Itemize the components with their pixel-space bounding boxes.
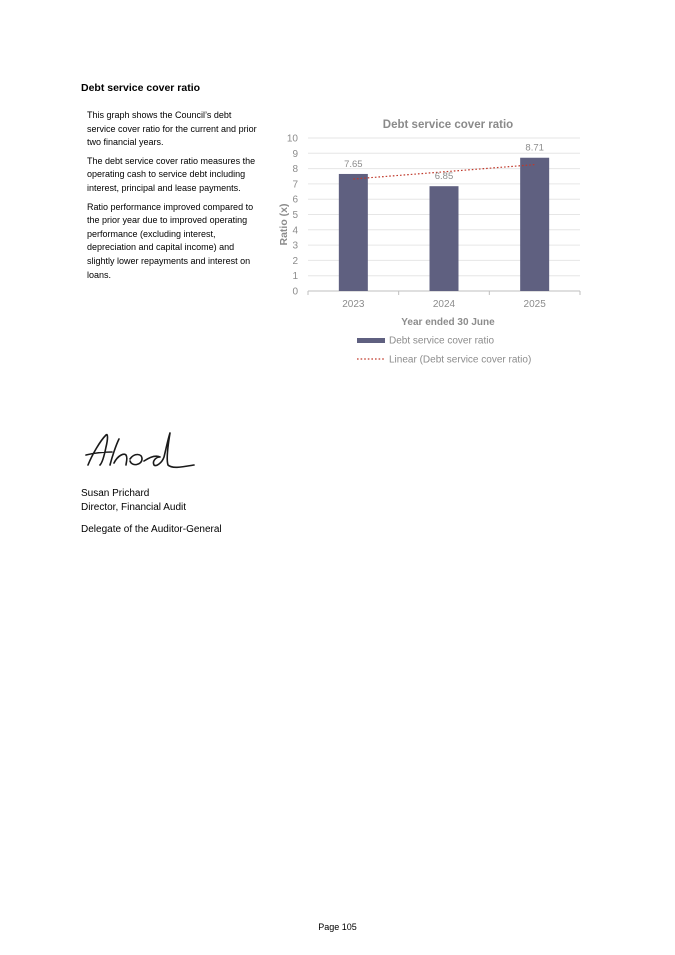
legend-label-bar: Debt service cover ratio <box>389 335 495 347</box>
signatory-title: Director, Financial Audit <box>81 502 187 513</box>
y-tick-label: 6 <box>292 194 298 206</box>
description-paragraph-2: The debt service cover ratio measures the operating cash to service debt including interest, principal and lease payments. <box>87 155 256 193</box>
x-axis-title: Year ended 30 June <box>401 317 495 328</box>
bar-2025 <box>520 158 549 291</box>
y-tick-label: 3 <box>292 240 298 252</box>
bar-2024 <box>430 186 459 291</box>
legend-label-trend: Linear (Debt service cover ratio) <box>389 354 532 366</box>
y-tick-label: 4 <box>292 225 298 237</box>
description <box>87 109 259 287</box>
y-tick-label: 10 <box>286 133 298 145</box>
signature <box>82 425 198 475</box>
signatory-delegate: Delegate of the Auditor-General <box>81 524 222 535</box>
page-number: Page 105 <box>318 922 357 932</box>
x-tick-label: 2025 <box>523 299 546 310</box>
chart-title: Debt service cover ratio <box>382 119 514 131</box>
y-tick-label: 2 <box>292 255 298 267</box>
signature-image <box>82 425 198 475</box>
bar-2023 <box>339 174 368 291</box>
y-tick-label: 9 <box>292 148 298 160</box>
debt-service-chart <box>270 112 590 372</box>
y-tick-label: 1 <box>292 271 298 283</box>
y-tick-label: 7 <box>292 179 298 191</box>
legend-swatch-bar <box>357 338 385 343</box>
chart-svg <box>270 112 590 372</box>
data-label: 7.65 <box>344 158 363 170</box>
section-heading: Debt service cover ratio <box>81 82 201 94</box>
y-tick-label: 8 <box>292 164 298 176</box>
y-axis-title: Ratio (x) <box>278 203 290 246</box>
description-paragraph-1: This graph shows the Council’s debt service cover ratio for the current and prior two financial years. <box>87 110 257 148</box>
data-label: 8.71 <box>525 142 544 154</box>
description-paragraph-3: Ratio performance improved compared to the prior year due to improved operating performance (excluding interest, depreciation and capital income) and slightly lower repayments and interest on loans. <box>87 201 254 280</box>
signatory-block <box>81 487 186 515</box>
x-tick-label: 2024 <box>432 299 456 310</box>
data-label: 6.85 <box>434 171 454 183</box>
signatory-name: Susan Prichard <box>81 488 150 499</box>
x-tick-label: 2023 <box>342 299 365 310</box>
y-tick-label: 5 <box>292 210 298 221</box>
y-tick-label: 0 <box>292 286 298 298</box>
